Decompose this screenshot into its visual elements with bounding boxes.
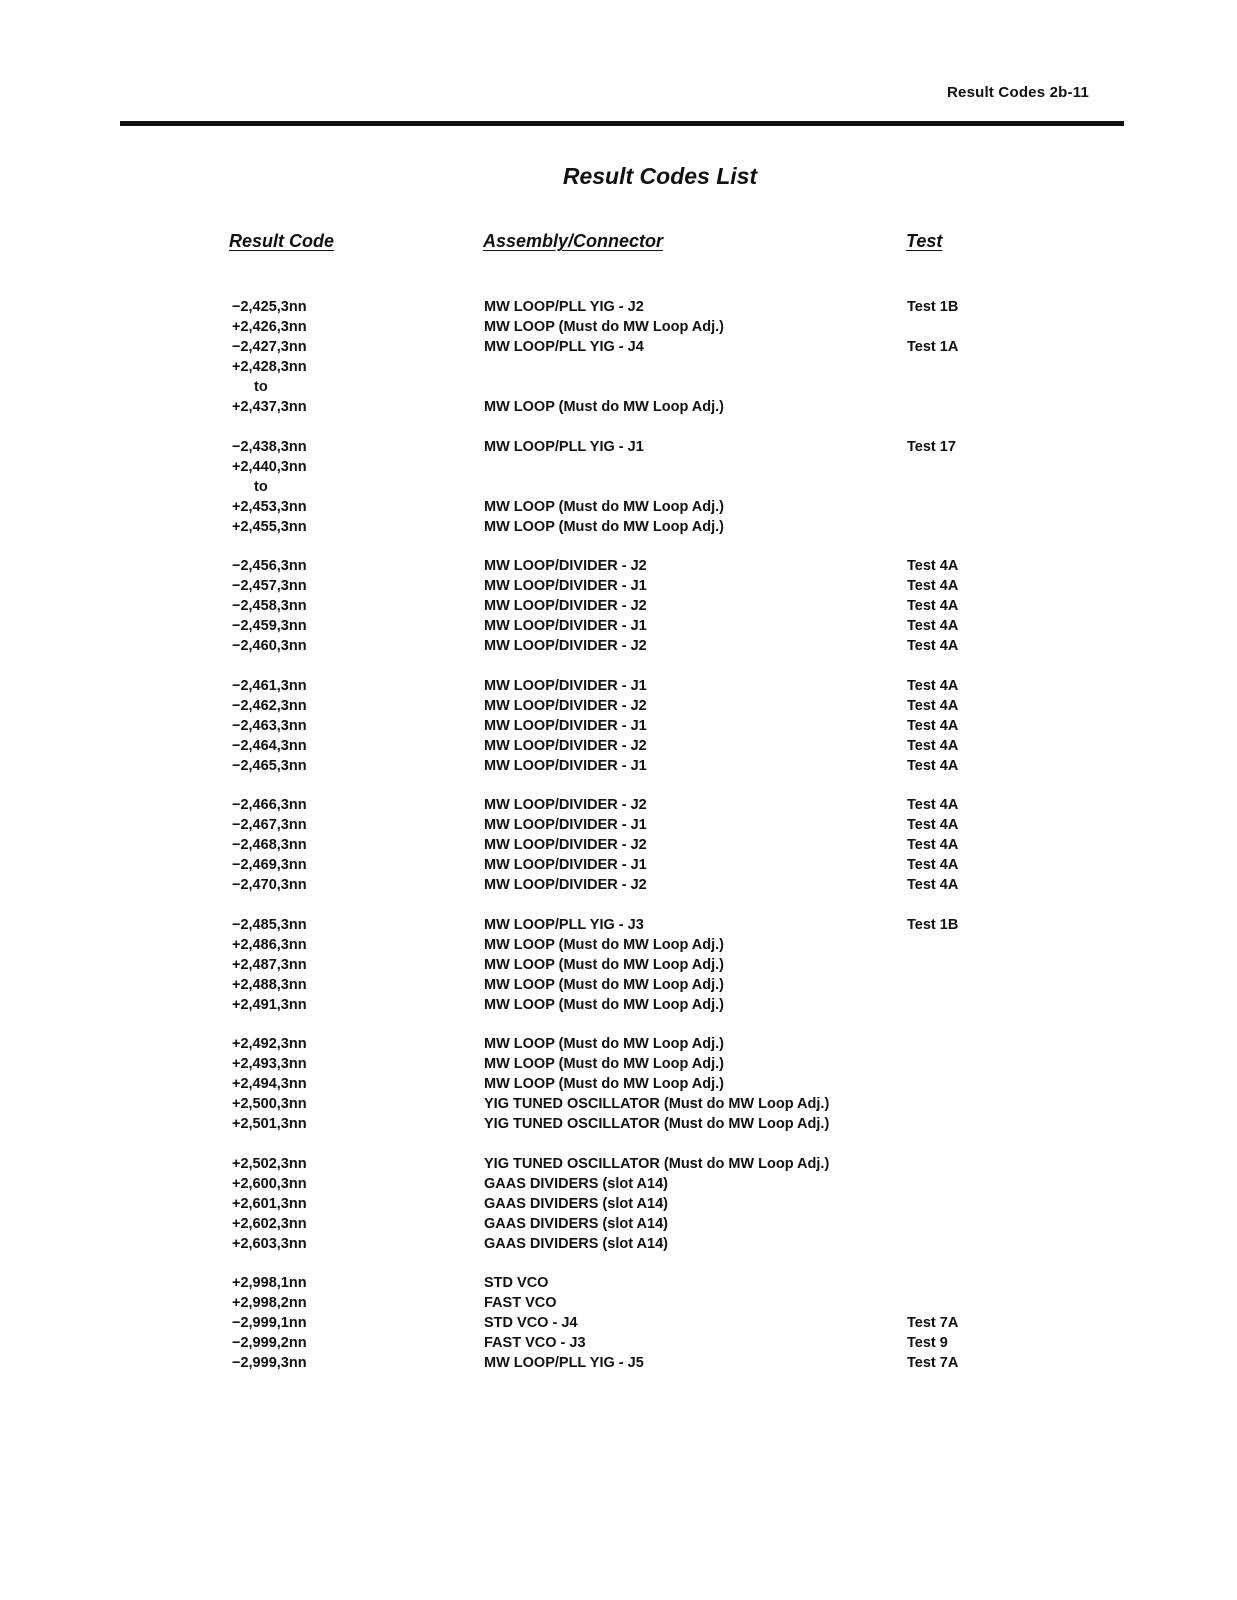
result-code-cell: −2,425,3nn — [232, 299, 307, 315]
assembly-connector-cell: MW LOOP (Must do MW Loop Adj.) — [484, 976, 725, 993]
assembly-connector-cell: MW LOOP/DIVIDER - J2 — [484, 598, 647, 614]
result-code-cell: +2,500,3nn — [232, 1096, 307, 1112]
assembly-connector-cell: MW LOOP (Must do MW Loop Adj.) — [484, 1036, 725, 1052]
test-cell: Test 4A — [907, 598, 959, 614]
assembly-connector-cell: MW LOOP/DIVIDER - J2 — [484, 877, 647, 893]
test-cell: Test 4A — [907, 677, 959, 694]
result-code-cell: −2,457,3nn — [232, 578, 307, 594]
table-row — [232, 576, 1032, 596]
result-code-cell: −2,467,3nn — [232, 817, 307, 833]
table-row — [232, 297, 1032, 317]
assembly-connector-cell: STD VCO - J4 — [484, 1315, 578, 1331]
test-cell: Test 1B — [907, 916, 959, 933]
result-code-cell: −2,438,3nn — [232, 438, 307, 455]
result-code-cell: +2,602,3nn — [232, 1215, 307, 1232]
assembly-connector-cell: MW LOOP/PLL YIG - J5 — [484, 1355, 644, 1371]
table-row — [232, 736, 1032, 756]
result-code-cell: −2,458,3nn — [232, 598, 307, 614]
assembly-connector-cell: MW LOOP/DIVIDER - J1 — [484, 857, 647, 873]
test-cell: Test 1A — [907, 339, 959, 355]
table-row — [232, 1074, 1032, 1094]
result-code-cell: +2,486,3nn — [232, 936, 307, 953]
table-row — [232, 1234, 1032, 1254]
table-row — [232, 377, 1032, 397]
assembly-connector-cell: YIG TUNED OSCILLATOR (Must do MW Loop Adj.) — [484, 1116, 830, 1132]
result-code-cell: +2,601,3nn — [232, 1195, 307, 1212]
assembly-connector-cell: MW LOOP/PLL YIG - J2 — [484, 299, 644, 315]
table-row — [232, 676, 1032, 696]
assembly-connector-cell: MW LOOP (Must do MW Loop Adj.) — [484, 956, 725, 973]
test-cell: Test 4A — [907, 737, 959, 754]
test-cell: Test 4A — [907, 697, 959, 714]
column-header-assembly-connector: Assembly/Connector — [483, 231, 664, 251]
table-row — [232, 1034, 1032, 1054]
table-row — [232, 317, 1032, 337]
test-cell: Test 4A — [907, 578, 959, 594]
assembly-connector-cell: MW LOOP/PLL YIG - J3 — [484, 916, 644, 933]
code-group — [232, 556, 1032, 656]
test-cell: Test 9 — [907, 1335, 948, 1351]
result-code-cell: +2,455,3nn — [232, 518, 307, 535]
result-code-cell: +2,998,2nn — [232, 1295, 307, 1311]
assembly-connector-cell: YIG TUNED OSCILLATOR (Must do MW Loop Adj.) — [484, 1096, 830, 1112]
table-row — [232, 517, 1032, 537]
table-row — [232, 915, 1032, 935]
result-code-cell: −2,470,3nn — [232, 877, 307, 893]
test-cell: Test 4A — [907, 717, 959, 734]
test-cell: Test 4A — [907, 558, 959, 574]
test-cell: Test 4A — [907, 618, 959, 634]
result-code-cell: +2,493,3nn — [232, 1056, 307, 1072]
result-code-cell: −2,999,2nn — [232, 1335, 307, 1351]
result-code-cell: +2,453,3nn — [232, 498, 307, 515]
assembly-connector-cell: MW LOOP/DIVIDER - J1 — [484, 717, 647, 734]
assembly-connector-cell: MW LOOP/DIVIDER - J1 — [484, 817, 647, 833]
result-code-cell: −2,427,3nn — [232, 339, 307, 355]
document-title: Result Codes List — [562, 163, 758, 189]
result-code-cell: −2,463,3nn — [232, 717, 307, 734]
table-row — [232, 696, 1032, 716]
result-code-cell: to — [254, 478, 268, 495]
table-row — [232, 636, 1032, 656]
table-row — [232, 1094, 1032, 1114]
table-row — [232, 815, 1032, 835]
assembly-connector-cell: MW LOOP (Must do MW Loop Adj.) — [484, 319, 725, 335]
code-group — [232, 437, 1032, 537]
table-row — [232, 875, 1032, 895]
assembly-connector-cell: YIG TUNED OSCILLATOR (Must do MW Loop Adj.) — [484, 1155, 830, 1172]
test-cell: Test 4A — [907, 817, 959, 833]
table-row — [232, 497, 1032, 517]
result-code-cell: +2,998,1nn — [232, 1275, 307, 1291]
code-group — [232, 676, 1032, 776]
table-row — [232, 855, 1032, 875]
test-cell: Test 17 — [907, 438, 956, 455]
table-row — [232, 955, 1032, 975]
table-row — [232, 1054, 1032, 1074]
result-code-cell: −2,485,3nn — [232, 916, 307, 933]
code-group — [232, 1273, 1032, 1373]
result-code-cell: −2,460,3nn — [232, 638, 307, 654]
test-cell: Test 7A — [907, 1355, 959, 1371]
result-code-cell: +2,488,3nn — [232, 976, 307, 993]
test-cell: Test 4A — [907, 797, 959, 813]
test-cell: Test 4A — [907, 877, 959, 893]
assembly-connector-cell: MW LOOP/DIVIDER - J2 — [484, 837, 647, 853]
column-header-result-code: Result Code — [229, 231, 335, 251]
assembly-connector-cell: MW LOOP (Must do MW Loop Adj.) — [484, 1056, 725, 1072]
test-cell: Test 4A — [907, 757, 959, 774]
result-codes-table — [232, 297, 1032, 1393]
result-code-cell: +2,600,3nn — [232, 1175, 307, 1192]
assembly-connector-cell: MW LOOP/DIVIDER - J2 — [484, 558, 647, 574]
result-code-cell: +2,440,3nn — [232, 458, 307, 475]
table-row — [232, 1333, 1032, 1353]
assembly-connector-cell: MW LOOP/DIVIDER - J2 — [484, 638, 647, 654]
test-cell: Test 4A — [907, 857, 959, 873]
test-cell: Test 4A — [907, 837, 959, 853]
assembly-connector-cell: MW LOOP (Must do MW Loop Adj.) — [484, 936, 725, 953]
result-code-cell: −2,462,3nn — [232, 697, 307, 714]
table-row — [232, 437, 1032, 457]
result-code-cell: +2,426,3nn — [232, 319, 307, 335]
result-code-cell: +2,491,3nn — [232, 996, 307, 1013]
result-code-cell: −2,469,3nn — [232, 857, 307, 873]
table-row — [232, 596, 1032, 616]
assembly-connector-cell: MW LOOP/DIVIDER - J1 — [484, 757, 647, 774]
result-code-cell: −2,464,3nn — [232, 737, 307, 754]
result-code-cell: +2,437,3nn — [232, 399, 307, 415]
header-rule — [120, 121, 1124, 126]
table-row — [232, 1273, 1032, 1293]
result-code-cell: +2,603,3nn — [232, 1235, 307, 1252]
column-header-test: Test — [906, 231, 943, 251]
table-row — [232, 1214, 1032, 1234]
table-row — [232, 1293, 1032, 1313]
assembly-connector-cell: GAAS DIVIDERS (slot A14) — [484, 1195, 668, 1212]
result-code-cell: −2,465,3nn — [232, 757, 307, 774]
table-row — [232, 1313, 1032, 1333]
table-row — [232, 357, 1032, 377]
table-row — [232, 457, 1032, 477]
result-code-cell: −2,461,3nn — [232, 677, 307, 694]
result-code-cell: +2,502,3nn — [232, 1155, 307, 1172]
assembly-connector-cell: MW LOOP/DIVIDER - J2 — [484, 697, 647, 714]
table-row — [232, 835, 1032, 855]
result-code-cell: +2,494,3nn — [232, 1076, 307, 1092]
assembly-connector-cell: FAST VCO - J3 — [484, 1335, 586, 1351]
assembly-connector-cell: MW LOOP/PLL YIG - J1 — [484, 438, 644, 455]
result-code-cell: +2,428,3nn — [232, 359, 307, 375]
table-row — [232, 1154, 1032, 1174]
table-row — [232, 935, 1032, 955]
assembly-connector-cell: GAAS DIVIDERS (slot A14) — [484, 1235, 668, 1252]
table-row — [232, 795, 1032, 815]
code-group — [232, 1154, 1032, 1254]
table-row — [232, 337, 1032, 357]
assembly-connector-cell: MW LOOP/DIVIDER - J1 — [484, 578, 647, 594]
assembly-connector-cell: MW LOOP (Must do MW Loop Adj.) — [484, 1076, 725, 1092]
result-code-cell: −2,456,3nn — [232, 558, 307, 574]
assembly-connector-cell: MW LOOP/PLL YIG - J4 — [484, 339, 644, 355]
code-group — [232, 795, 1032, 895]
table-row — [232, 1194, 1032, 1214]
assembly-connector-cell: MW LOOP/DIVIDER - J1 — [484, 677, 647, 694]
assembly-connector-cell: STD VCO — [484, 1275, 549, 1291]
result-code-cell: −2,459,3nn — [232, 618, 307, 634]
table-row — [232, 616, 1032, 636]
table-row — [232, 1174, 1032, 1194]
result-code-cell: +2,492,3nn — [232, 1036, 307, 1052]
result-code-cell: −2,999,1nn — [232, 1315, 307, 1331]
table-row — [232, 975, 1032, 995]
table-row — [232, 995, 1032, 1015]
assembly-connector-cell: GAAS DIVIDERS (slot A14) — [484, 1175, 668, 1192]
table-row — [232, 1114, 1032, 1134]
result-code-cell: +2,487,3nn — [232, 956, 307, 973]
page-header: Result Codes 2b-11 — [947, 84, 1089, 101]
assembly-connector-cell: MW LOOP/DIVIDER - J1 — [484, 618, 647, 634]
table-row — [232, 556, 1032, 576]
assembly-connector-cell: MW LOOP/DIVIDER - J2 — [484, 797, 647, 813]
test-cell: Test 7A — [907, 1315, 959, 1331]
assembly-connector-cell: MW LOOP/DIVIDER - J2 — [484, 737, 647, 754]
table-row — [232, 756, 1032, 776]
result-code-cell: to — [254, 379, 268, 395]
assembly-connector-cell: MW LOOP (Must do MW Loop Adj.) — [484, 996, 725, 1013]
test-cell: Test 4A — [907, 638, 959, 654]
code-group — [232, 297, 1032, 417]
assembly-connector-cell: MW LOOP (Must do MW Loop Adj.) — [484, 518, 725, 535]
result-code-cell: −2,468,3nn — [232, 837, 307, 853]
table-row — [232, 1353, 1032, 1373]
code-group — [232, 1034, 1032, 1134]
table-row — [232, 397, 1032, 417]
assembly-connector-cell: MW LOOP (Must do MW Loop Adj.) — [484, 498, 725, 515]
result-code-cell: −2,999,3nn — [232, 1355, 307, 1371]
assembly-connector-cell: FAST VCO — [484, 1295, 557, 1311]
table-row — [232, 477, 1032, 497]
result-code-cell: +2,501,3nn — [232, 1116, 307, 1132]
result-code-cell: −2,466,3nn — [232, 797, 307, 813]
assembly-connector-cell: MW LOOP (Must do MW Loop Adj.) — [484, 399, 725, 415]
test-cell: Test 1B — [907, 299, 959, 315]
assembly-connector-cell: GAAS DIVIDERS (slot A14) — [484, 1215, 668, 1232]
table-row — [232, 716, 1032, 736]
code-group — [232, 915, 1032, 1015]
